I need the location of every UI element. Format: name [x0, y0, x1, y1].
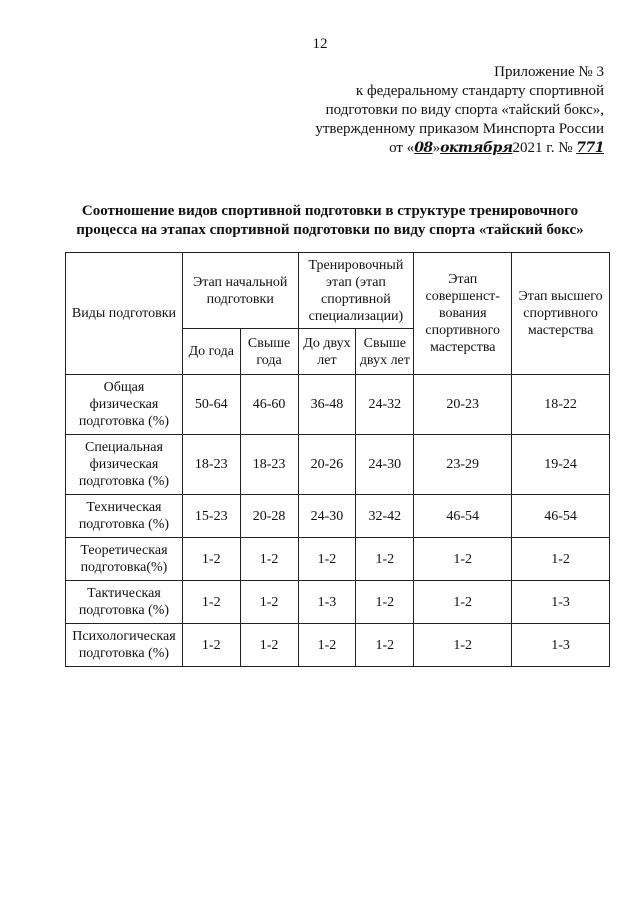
appendix-line: утвержденному приказом Минспорта России	[315, 121, 604, 137]
subheader-up-to-two-years: До двух лет	[298, 329, 356, 375]
row-label: Тактическая подготовка (%)	[66, 581, 183, 624]
table-cell: 24-30	[298, 495, 356, 538]
table-cell: 1-2	[414, 624, 512, 667]
table-cell: 1-2	[414, 538, 512, 581]
page-number: 12	[312, 36, 328, 52]
table-cell: 20-28	[240, 495, 298, 538]
table-cell: 19-24	[512, 435, 610, 495]
table-cell: 20-23	[414, 375, 512, 435]
table-cell: 1-2	[414, 581, 512, 624]
order-year: 2021 г. №	[512, 140, 573, 156]
table-cell: 18-22	[512, 375, 610, 435]
table-cell: 15-23	[182, 495, 240, 538]
header-stage-highest: Этап высшего спортивного мастерства	[512, 253, 610, 375]
table-cell: 1-3	[512, 581, 610, 624]
table-row	[66, 435, 610, 495]
table-cell: 18-23	[240, 435, 298, 495]
table-cell: 1-2	[240, 624, 298, 667]
table-row	[66, 538, 610, 581]
table-cell: 1-2	[182, 538, 240, 581]
appendix-line: подготовки по виду спорта «тайский бокс»,	[325, 102, 604, 118]
table-cell: 46-54	[512, 495, 610, 538]
table-cell: 1-2	[298, 538, 356, 581]
table-cell: 1-2	[512, 538, 610, 581]
order-quote: »	[432, 140, 441, 156]
table-cell: 1-3	[512, 624, 610, 667]
table-row	[66, 375, 610, 435]
handwritten-order-number: 771	[576, 140, 604, 156]
header-stage-improvement: Этап совершенст-вования спортивного мастерства	[414, 253, 512, 375]
table-cell: 1-2	[240, 581, 298, 624]
table-row	[66, 581, 610, 624]
table-cell: 23-29	[414, 435, 512, 495]
table-cell: 18-23	[182, 435, 240, 495]
table-cell: 1-2	[182, 624, 240, 667]
table-cell: 1-3	[298, 581, 356, 624]
handwritten-day: 08	[414, 140, 433, 156]
table-cell: 36-48	[298, 375, 356, 435]
table-cell: 50-64	[182, 375, 240, 435]
table-cell: 1-2	[240, 538, 298, 581]
subheader-up-to-year: До года	[182, 329, 240, 375]
table-cell: 32-42	[356, 495, 414, 538]
appendix-line: Приложение № 3	[494, 64, 604, 80]
table-cell: 1-2	[182, 581, 240, 624]
table-cell: 20-26	[298, 435, 356, 495]
table-cell: 1-2	[298, 624, 356, 667]
table-cell: 46-60	[240, 375, 298, 435]
table-cell: 24-30	[356, 435, 414, 495]
appendix-line: к федеральному стандарту спортивной	[355, 83, 604, 99]
table-row	[66, 624, 610, 667]
table-cell: 1-2	[356, 581, 414, 624]
title-line: Соотношение видов спортивной подготовки в структуре тренировочного	[81, 203, 579, 219]
subheader-over-year: Свыше года	[240, 329, 298, 375]
table-cell: 1-2	[356, 538, 414, 581]
header-stage-training: Тренировочный этап (этап спортивной специализации)	[298, 253, 414, 329]
row-label: Специальная физическая подготовка (%)	[66, 435, 183, 495]
row-label: Общая физическая подготовка (%)	[66, 375, 183, 435]
table-row	[66, 495, 610, 538]
row-label: Теоретическая подготовка(%)	[66, 538, 183, 581]
order-prefix: от «	[389, 140, 415, 156]
training-ratio-table	[65, 252, 610, 667]
header-stage-initial: Этап начальной подготовки	[182, 253, 298, 329]
table-cell: 1-2	[356, 624, 414, 667]
title-line: процесса на этапах спортивной подготовки по виду спорта «тайский бокс»	[76, 222, 584, 238]
header-types: Виды подготовки	[66, 253, 183, 375]
appendix-header	[315, 63, 604, 158]
subheader-over-two-years: Свыше двух лет	[356, 329, 414, 375]
handwritten-month: октября	[440, 140, 513, 156]
row-label: Техническая подготовка (%)	[66, 495, 183, 538]
table-cell: 24-32	[356, 375, 414, 435]
table-cell: 46-54	[414, 495, 512, 538]
row-label: Психологическая подготовка (%)	[66, 624, 183, 667]
document-title	[60, 202, 600, 240]
appendix-order-line	[315, 139, 604, 158]
